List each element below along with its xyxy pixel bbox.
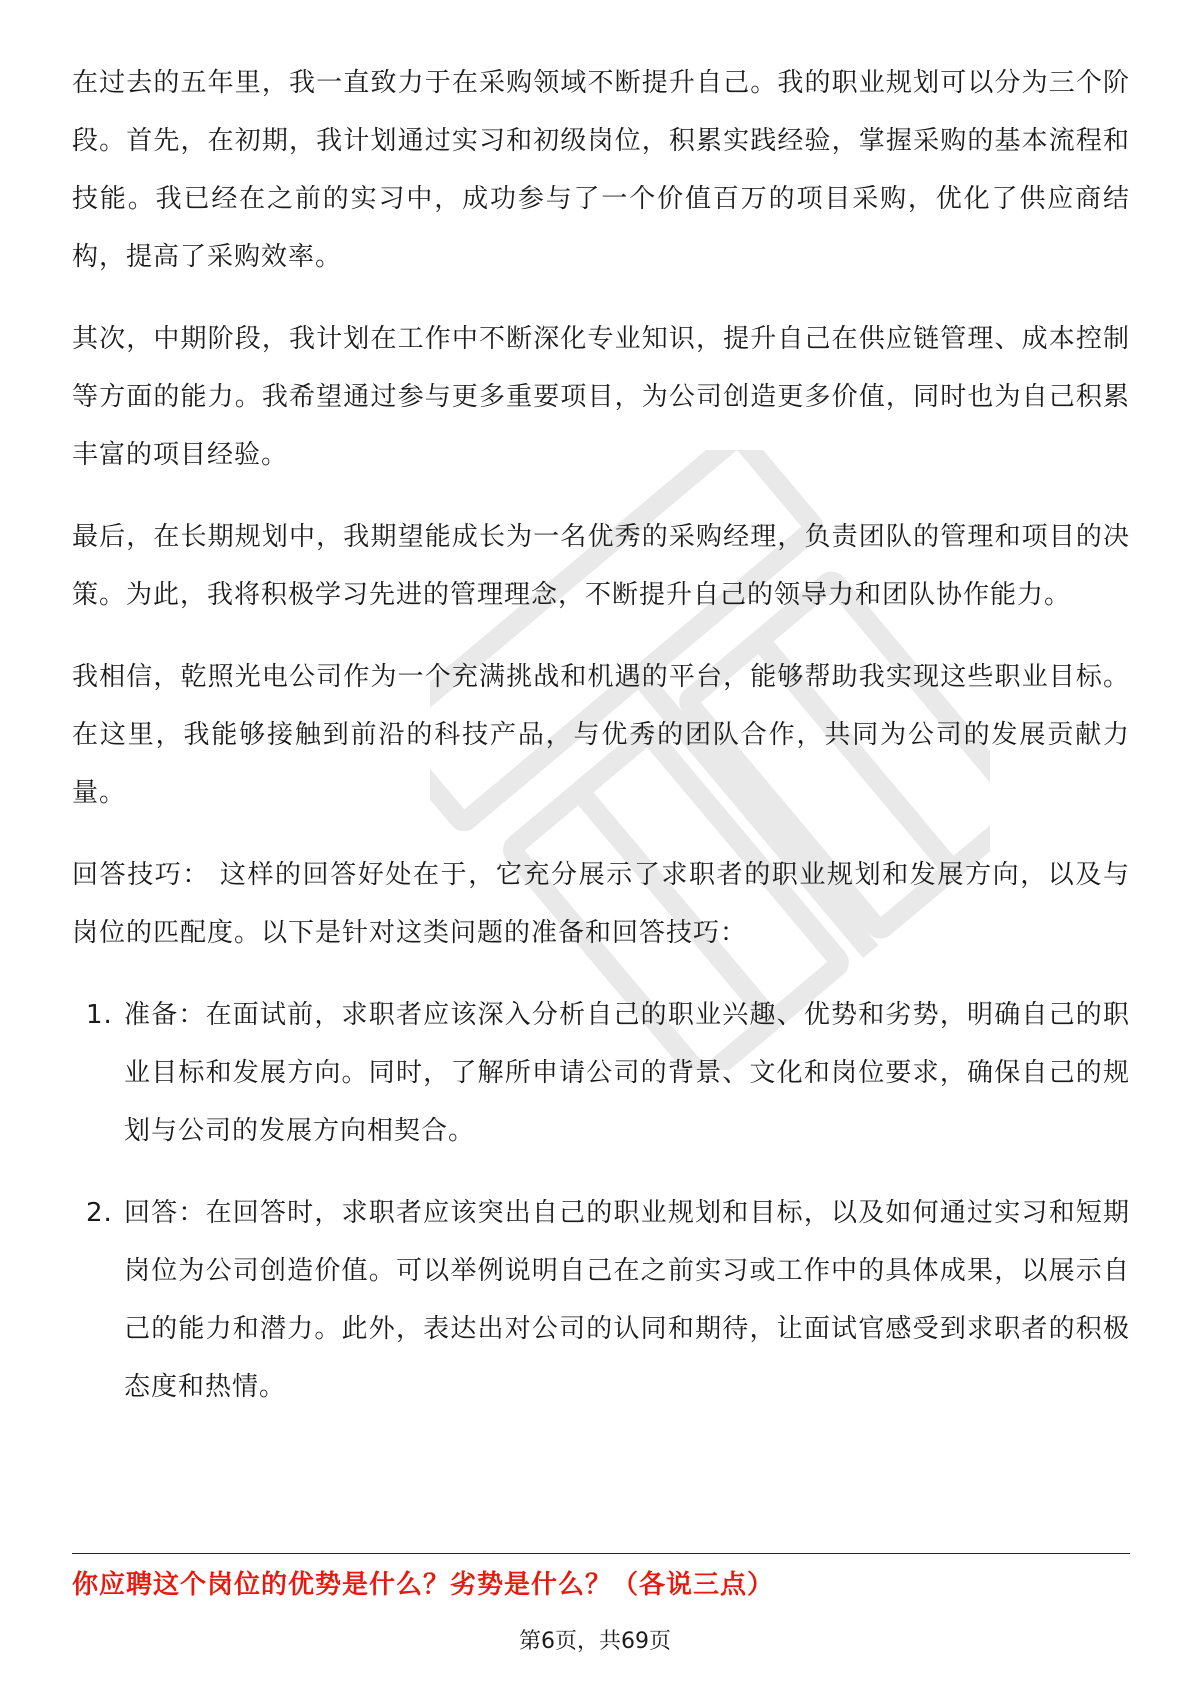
list-item	[72, 1184, 1130, 1416]
tips-list	[72, 986, 1130, 1416]
page-number-footer: 第6页，共69页	[519, 1629, 671, 1654]
list-item-number: 2.	[86, 1198, 113, 1228]
list-item-text: 准备：在面试前，求职者应该深入分析自己的职业兴趣、优势和劣势，明确自己的职业目标和发展方向。同时，了解所申请公司的背景、文化和岗位要求，确保自己的规划与公司的发展方向相契合。	[124, 1000, 1130, 1146]
paragraph-company-fit: 我相信，乾照光电公司作为一个充满挑战和机遇的平台，能够帮助我实现这些职业目标。在这里，我能够接触到前沿的科技产品，与优秀的团队合作，共同为公司的发展贡献力量。	[72, 662, 1130, 808]
next-question-heading: 你应聘这个岗位的优势是什么？劣势是什么？（各说三点）	[72, 1570, 775, 1600]
paragraph-answer-tips: 回答技巧： 这样的回答好处在于，它充分展示了求职者的职业规划和发展方向，以及与岗位的匹配度。以下是针对这类问题的准备和回答技巧：	[72, 860, 1130, 948]
list-item	[72, 986, 1130, 1160]
paragraph-long-term: 最后，在长期规划中，我期望能成长为一名优秀的采购经理，负责团队的管理和项目的决策。为此，我将积极学习先进的管理理念，不断提升自己的领导力和团队协作能力。	[72, 522, 1130, 610]
section-divider	[72, 1553, 1130, 1554]
list-item-number: 1.	[86, 1000, 113, 1030]
list-item-text: 回答：在回答时，求职者应该突出自己的职业规划和目标，以及如何通过实习和短期岗位为公司创造价值。可以举例说明自己在之前实习或工作中的具体成果，以展示自己的能力和潜力。此外，表达出对公司的认同和期待，让面试官感受到求职者的积极态度和热情。	[124, 1198, 1130, 1402]
paragraph-career-plan-intro: 在过去的五年里，我一直致力于在采购领域不断提升自己。我的职业规划可以分为三个阶段。首先，在初期，我计划通过实习和初级岗位，积累实践经验，掌握采购的基本流程和技能。我已经在之前的实习中，成功参与了一个价值百万的项目采购，优化了供应商结构，提高了采购效率。	[72, 68, 1130, 272]
paragraph-mid-term: 其次，中期阶段，我计划在工作中不断深化专业知识，提升自己在供应链管理、成本控制等方面的能力。我希望通过参与更多重要项目，为公司创造更多价值，同时也为自己积累丰富的项目经验。	[72, 324, 1130, 470]
main-content	[72, 54, 1130, 1440]
